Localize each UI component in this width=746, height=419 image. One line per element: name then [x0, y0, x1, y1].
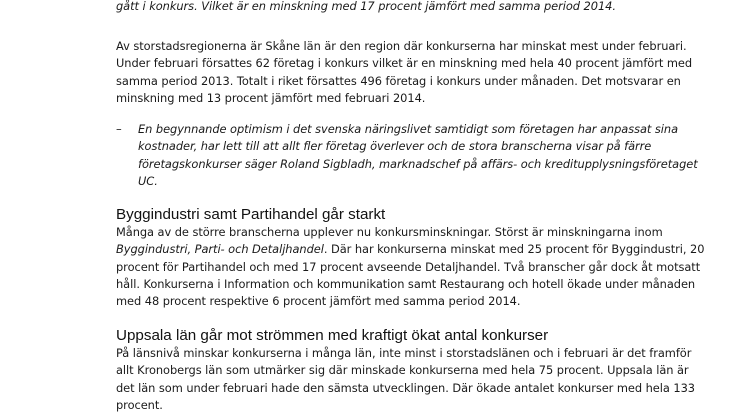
uppsala-line: det län som under februari hade den sämsta utvecklingen. Där ökade antalet konkurser med hela 133 — [116, 380, 695, 395]
industry-line: procent för Partihandel och med 17 procent avseende Detaljhandel. Två branscher går dock åt motsatt — [116, 259, 701, 274]
industry-emphasis: Byggindustri, Parti- och Detaljhandel — [116, 242, 324, 257]
industry-line-rest: . Där har konkurserna minskat med 25 procent för Byggindustri, 20 — [323, 242, 705, 257]
industry-line: Många av de större branscherna upplever nu konkursminskningar. Störst är minskningarna inom — [116, 225, 663, 239]
section-heading-industry: Byggindustri samt Partihandel går starkt — [116, 206, 386, 223]
regions-line: minskning med 13 procent jämfört med februari 2014. — [116, 90, 426, 105]
regions-line: Av storstadsregionerna är Skåne län är den region där konkurserna har minskat mest under februari. — [116, 39, 687, 53]
regions-line: samma period 2013. Totalt i riket försattes 496 företag i konkurs under månaden. Det motsvarar en — [116, 73, 681, 88]
regions-paragraph — [116, 38, 693, 107]
industry-line: håll. Konkurserna i Information och kommunikation samt Restaurang och hotell ökade under månaden — [116, 276, 696, 291]
quote-line: En begynnande optimism i det svenska näringslivet samtidigt som företagen har anpassat sina — [138, 122, 678, 136]
regions-line: Under februari försattes 62 företag i konkurs vilket är en minskning med hela 40 procent jämfört med — [116, 56, 693, 71]
industry-line: med 48 procent respektive 6 procent jämfört med samma period 2014. — [116, 294, 521, 309]
uppsala-line: allt Kronobergs län som utmärker sig där minskade konkurserna med hela 75 procent. Uppsala län är — [116, 363, 689, 378]
uppsala-paragraph — [116, 345, 695, 414]
quote-line: kostnader, har lett till att allt fler företag överlever och de stora branscherna visar på färre — [138, 139, 652, 154]
quote-line: företagskonkurser säger Roland Sigbladh, marknadschef på affärs- och kreditupplysningsföretaget — [138, 156, 698, 171]
section-heading-uppsala: Uppsala län går mot strömmen med kraftigt ökat antal konkurser — [116, 327, 549, 344]
quote-dash: – — [116, 122, 122, 136]
intro-paragraph — [116, 0, 676, 15]
uppsala-line: På länsnivå minskar konkurserna i många län, inte minst i storstadslänen och i februari är det framför — [116, 346, 692, 360]
quote-line: UC. — [138, 173, 158, 188]
uppsala-line: procent. — [116, 397, 163, 412]
intro-line: gått i konkurs. Vilket är en minskning med 17 procent jämfört med samma period 2014. — [116, 0, 616, 13]
industry-paragraph — [116, 224, 705, 310]
quote-paragraph — [138, 121, 698, 190]
industry-line — [116, 241, 705, 258]
